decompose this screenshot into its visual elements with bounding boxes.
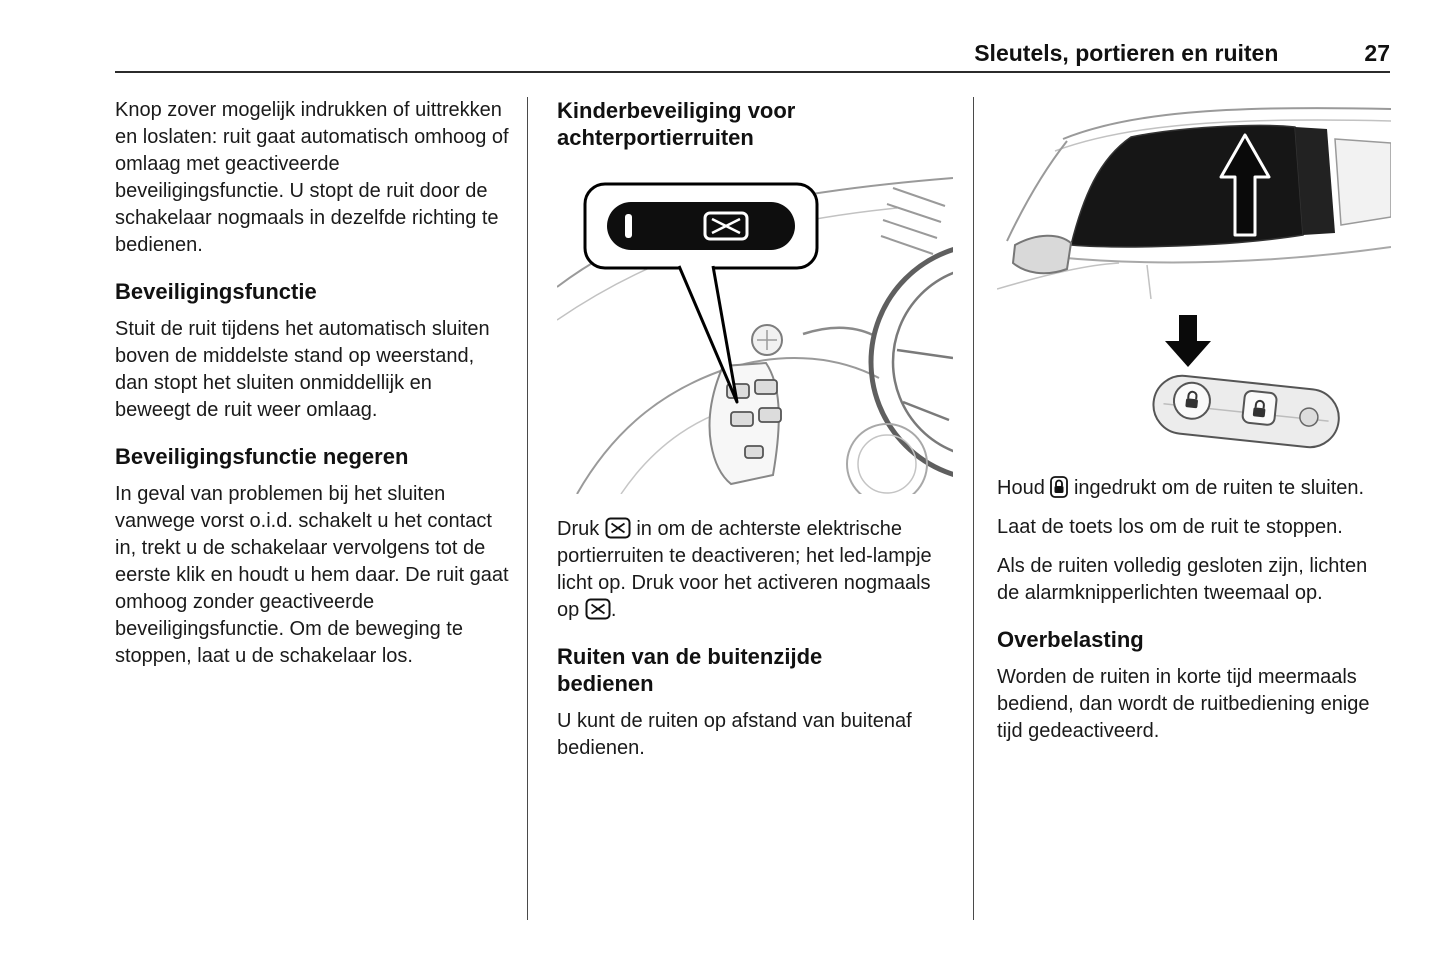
column-1 (115, 97, 511, 682)
door-panel-illustration (557, 162, 953, 502)
header-rule (115, 71, 1390, 73)
arrow-down-icon (1165, 315, 1211, 367)
heading-kinderbeveiliging: Kinderbeveiliging voor achterportierruiten (557, 98, 796, 150)
heading-ruiten-buitenzijde: Ruiten van de buitenzijde bedienen (557, 644, 823, 696)
paragraph-release: Laat de toets los om de ruit te stoppen. (997, 516, 1343, 538)
paragraph-safety: Stuit de ruit tijdens het automatisch sluiten boven de middelste stand op weerstand, dan stopt het sluiten onmiddellijk en beweegt de ruit weer omlaag. (115, 318, 490, 421)
child-lock-button (607, 202, 795, 250)
text-part: in om de achterste elektrische portierruiten te deactiveren; het led-lampje licht op. Druk voor het activeren nogmaals op (557, 518, 932, 621)
column-3 (997, 97, 1391, 757)
paragraph-deactivate (557, 516, 953, 624)
paragraph-intro: Knop zover mogelijk indrukken of uittrekken en loslaten: ruit gaat automatisch omhoog of omlaag met geactiveerde beveiligingsfunctie. U stopt de ruit door de schakelaar nogmaals in dezelfde richting te bedienen. (115, 99, 509, 256)
paragraph-hold (997, 475, 1391, 502)
window-closing-illustration (997, 97, 1391, 307)
column-divider (527, 97, 528, 920)
column-2 (557, 97, 953, 774)
remote-key-illustration (1101, 313, 1391, 461)
paragraph-flash: Als de ruiten volledig gesloten zijn, lichten de alarmknipperlichten tweemaal op. (997, 555, 1368, 604)
text-part: Druk (557, 518, 600, 540)
paragraph-outside: U kunt de ruiten op afstand van buitenaf bedienen. (557, 710, 912, 759)
lock-button-icon (1050, 475, 1068, 502)
window-cross-icon (585, 597, 611, 624)
paragraph-overload: Worden de ruiten in korte tijd meermaals bediend, dan wordt de ruitbediening enige tijd gedeactiveerd. (997, 666, 1370, 742)
page-header (115, 40, 1390, 67)
heading-beveiligingsfunctie-negeren: Beveiligingsfunctie negeren (115, 444, 409, 469)
window-cross-icon (605, 516, 631, 543)
remote-key-drawing (1101, 313, 1381, 453)
door-panel-drawing (557, 162, 953, 494)
text-part: Houd (997, 477, 1045, 499)
column-divider (973, 97, 974, 920)
paragraph-override: In geval van problemen bij het sluiten vanwege vorst o.i.d. schakelt u het contact in, trekt u de schakelaar vervolgens tot de eerste klik en houdt u hem daar. De ruit gaat omhoog zonder geactiveerde beveiligingsfunctie. Om de beweging te stoppen, laat u de schakelaar los. (115, 483, 509, 667)
heading-overbelasting: Overbelasting (997, 627, 1144, 652)
text-part: ingedrukt om de ruiten te sluiten. (1073, 477, 1365, 499)
heading-beveiligingsfunctie: Beveiligingsfunctie (115, 279, 317, 304)
text-part: . (610, 599, 617, 621)
window-closing-drawing (997, 97, 1391, 299)
chapter-title: Sleutels, portieren en ruiten (974, 40, 1279, 66)
page-number: 27 (1364, 40, 1390, 66)
